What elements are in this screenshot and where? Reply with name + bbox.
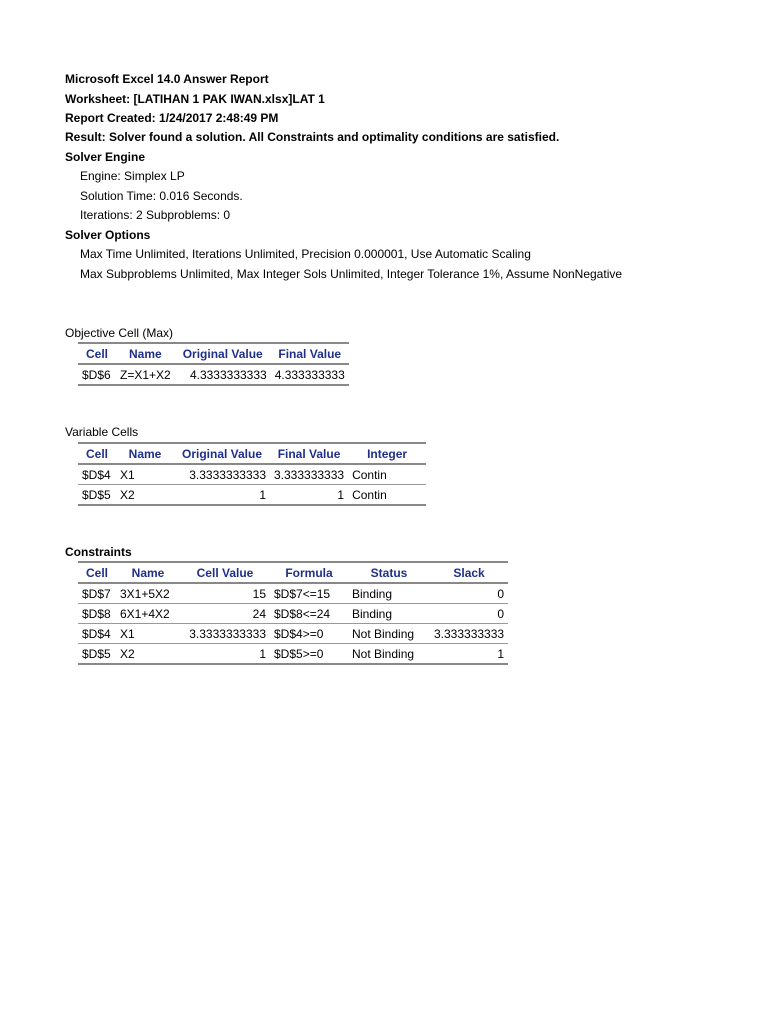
cell-name: 6X1+4X2 <box>116 604 180 624</box>
report-title: Microsoft Excel 14.0 Answer Report <box>65 72 269 86</box>
table-row <box>78 364 349 385</box>
iterations-line: Iterations: 2 Subproblems: 0 <box>80 208 231 222</box>
cell-value: 3.3333333333 <box>180 624 270 644</box>
formula: $D$4>=0 <box>270 624 348 644</box>
column-header: Name <box>116 343 175 364</box>
cell-ref: $D$7 <box>78 583 116 604</box>
formula: $D$8<=24 <box>270 604 348 624</box>
constraints-table <box>78 561 508 665</box>
table-row <box>78 644 508 665</box>
original-value: 3.3333333333 <box>174 464 270 485</box>
cell-name: X1 <box>116 464 174 485</box>
cell-name: 3X1+5X2 <box>116 583 180 604</box>
cell-ref: $D$6 <box>78 364 116 385</box>
cell-ref: $D$5 <box>78 485 116 506</box>
slack: 1 <box>430 644 508 665</box>
solver-engine-heading: Solver Engine <box>65 150 146 164</box>
cell-ref: $D$8 <box>78 604 116 624</box>
status: Binding <box>348 604 430 624</box>
final-value: 3.333333333 <box>270 464 348 485</box>
cell-name: Z=X1+X2 <box>116 364 175 385</box>
variables-table <box>78 442 426 506</box>
table-row <box>78 583 508 604</box>
original-value: 4.3333333333 <box>175 364 271 385</box>
objective-section-label: Objective Cell (Max) <box>65 326 174 340</box>
options-line-2: Max Subproblems Unlimited, Max Integer Sols Unlimited, Integer Tolerance 1%, Assume NonNegative <box>80 267 623 281</box>
slack: 0 <box>430 604 508 624</box>
column-header: Formula <box>270 562 348 583</box>
column-header: Cell <box>78 443 116 464</box>
final-value: 4.333333333 <box>271 364 349 385</box>
solver-options-heading: Solver Options <box>65 228 151 242</box>
objective-table <box>78 342 349 386</box>
column-header: Cell <box>78 343 116 364</box>
column-header: Cell Value <box>180 562 270 583</box>
cell-ref: $D$4 <box>78 464 116 485</box>
cell-value: 24 <box>180 604 270 624</box>
integer-value: Contin <box>348 464 426 485</box>
column-header: Original Value <box>174 443 270 464</box>
formula: $D$7<=15 <box>270 583 348 604</box>
report-created-line: Report Created: 1/24/2017 2:48:49 PM <box>65 111 279 125</box>
status: Binding <box>348 583 430 604</box>
cell-name: X2 <box>116 485 174 506</box>
column-header: Slack <box>430 562 508 583</box>
original-value: 1 <box>174 485 270 506</box>
constraints-section-label: Constraints <box>65 545 132 559</box>
cell-value: 15 <box>180 583 270 604</box>
cell-ref: $D$5 <box>78 644 116 665</box>
result-line: Result: Solver found a solution. All Constraints and optimality conditions are satisfied. <box>65 130 560 144</box>
column-header: Cell <box>78 562 116 583</box>
column-header: Final Value <box>270 443 348 464</box>
worksheet-line: Worksheet: [LATIHAN 1 PAK IWAN.xlsx]LAT 1 <box>65 92 325 106</box>
table-row <box>78 485 426 506</box>
table-row <box>78 604 508 624</box>
column-header: Original Value <box>175 343 271 364</box>
variables-section-label: Variable Cells <box>65 425 139 439</box>
options-line-1: Max Time Unlimited, Iterations Unlimited, Precision 0.000001, Use Automatic Scaling <box>80 247 531 261</box>
final-value: 1 <box>270 485 348 506</box>
slack: 3.333333333 <box>430 624 508 644</box>
column-header: Integer <box>348 443 426 464</box>
table-row <box>78 624 508 644</box>
table-row <box>78 464 426 485</box>
cell-ref: $D$4 <box>78 624 116 644</box>
status: Not Binding <box>348 624 430 644</box>
slack: 0 <box>430 583 508 604</box>
cell-value: 1 <box>180 644 270 665</box>
column-header: Final Value <box>271 343 349 364</box>
column-header: Name <box>116 443 174 464</box>
cell-name: X1 <box>116 624 180 644</box>
solution-time-line: Solution Time: 0.016 Seconds. <box>80 189 243 203</box>
engine-line: Engine: Simplex LP <box>80 169 185 183</box>
cell-name: X2 <box>116 644 180 665</box>
status: Not Binding <box>348 644 430 665</box>
integer-value: Contin <box>348 485 426 506</box>
column-header: Name <box>116 562 180 583</box>
formula: $D$5>=0 <box>270 644 348 665</box>
column-header: Status <box>348 562 430 583</box>
